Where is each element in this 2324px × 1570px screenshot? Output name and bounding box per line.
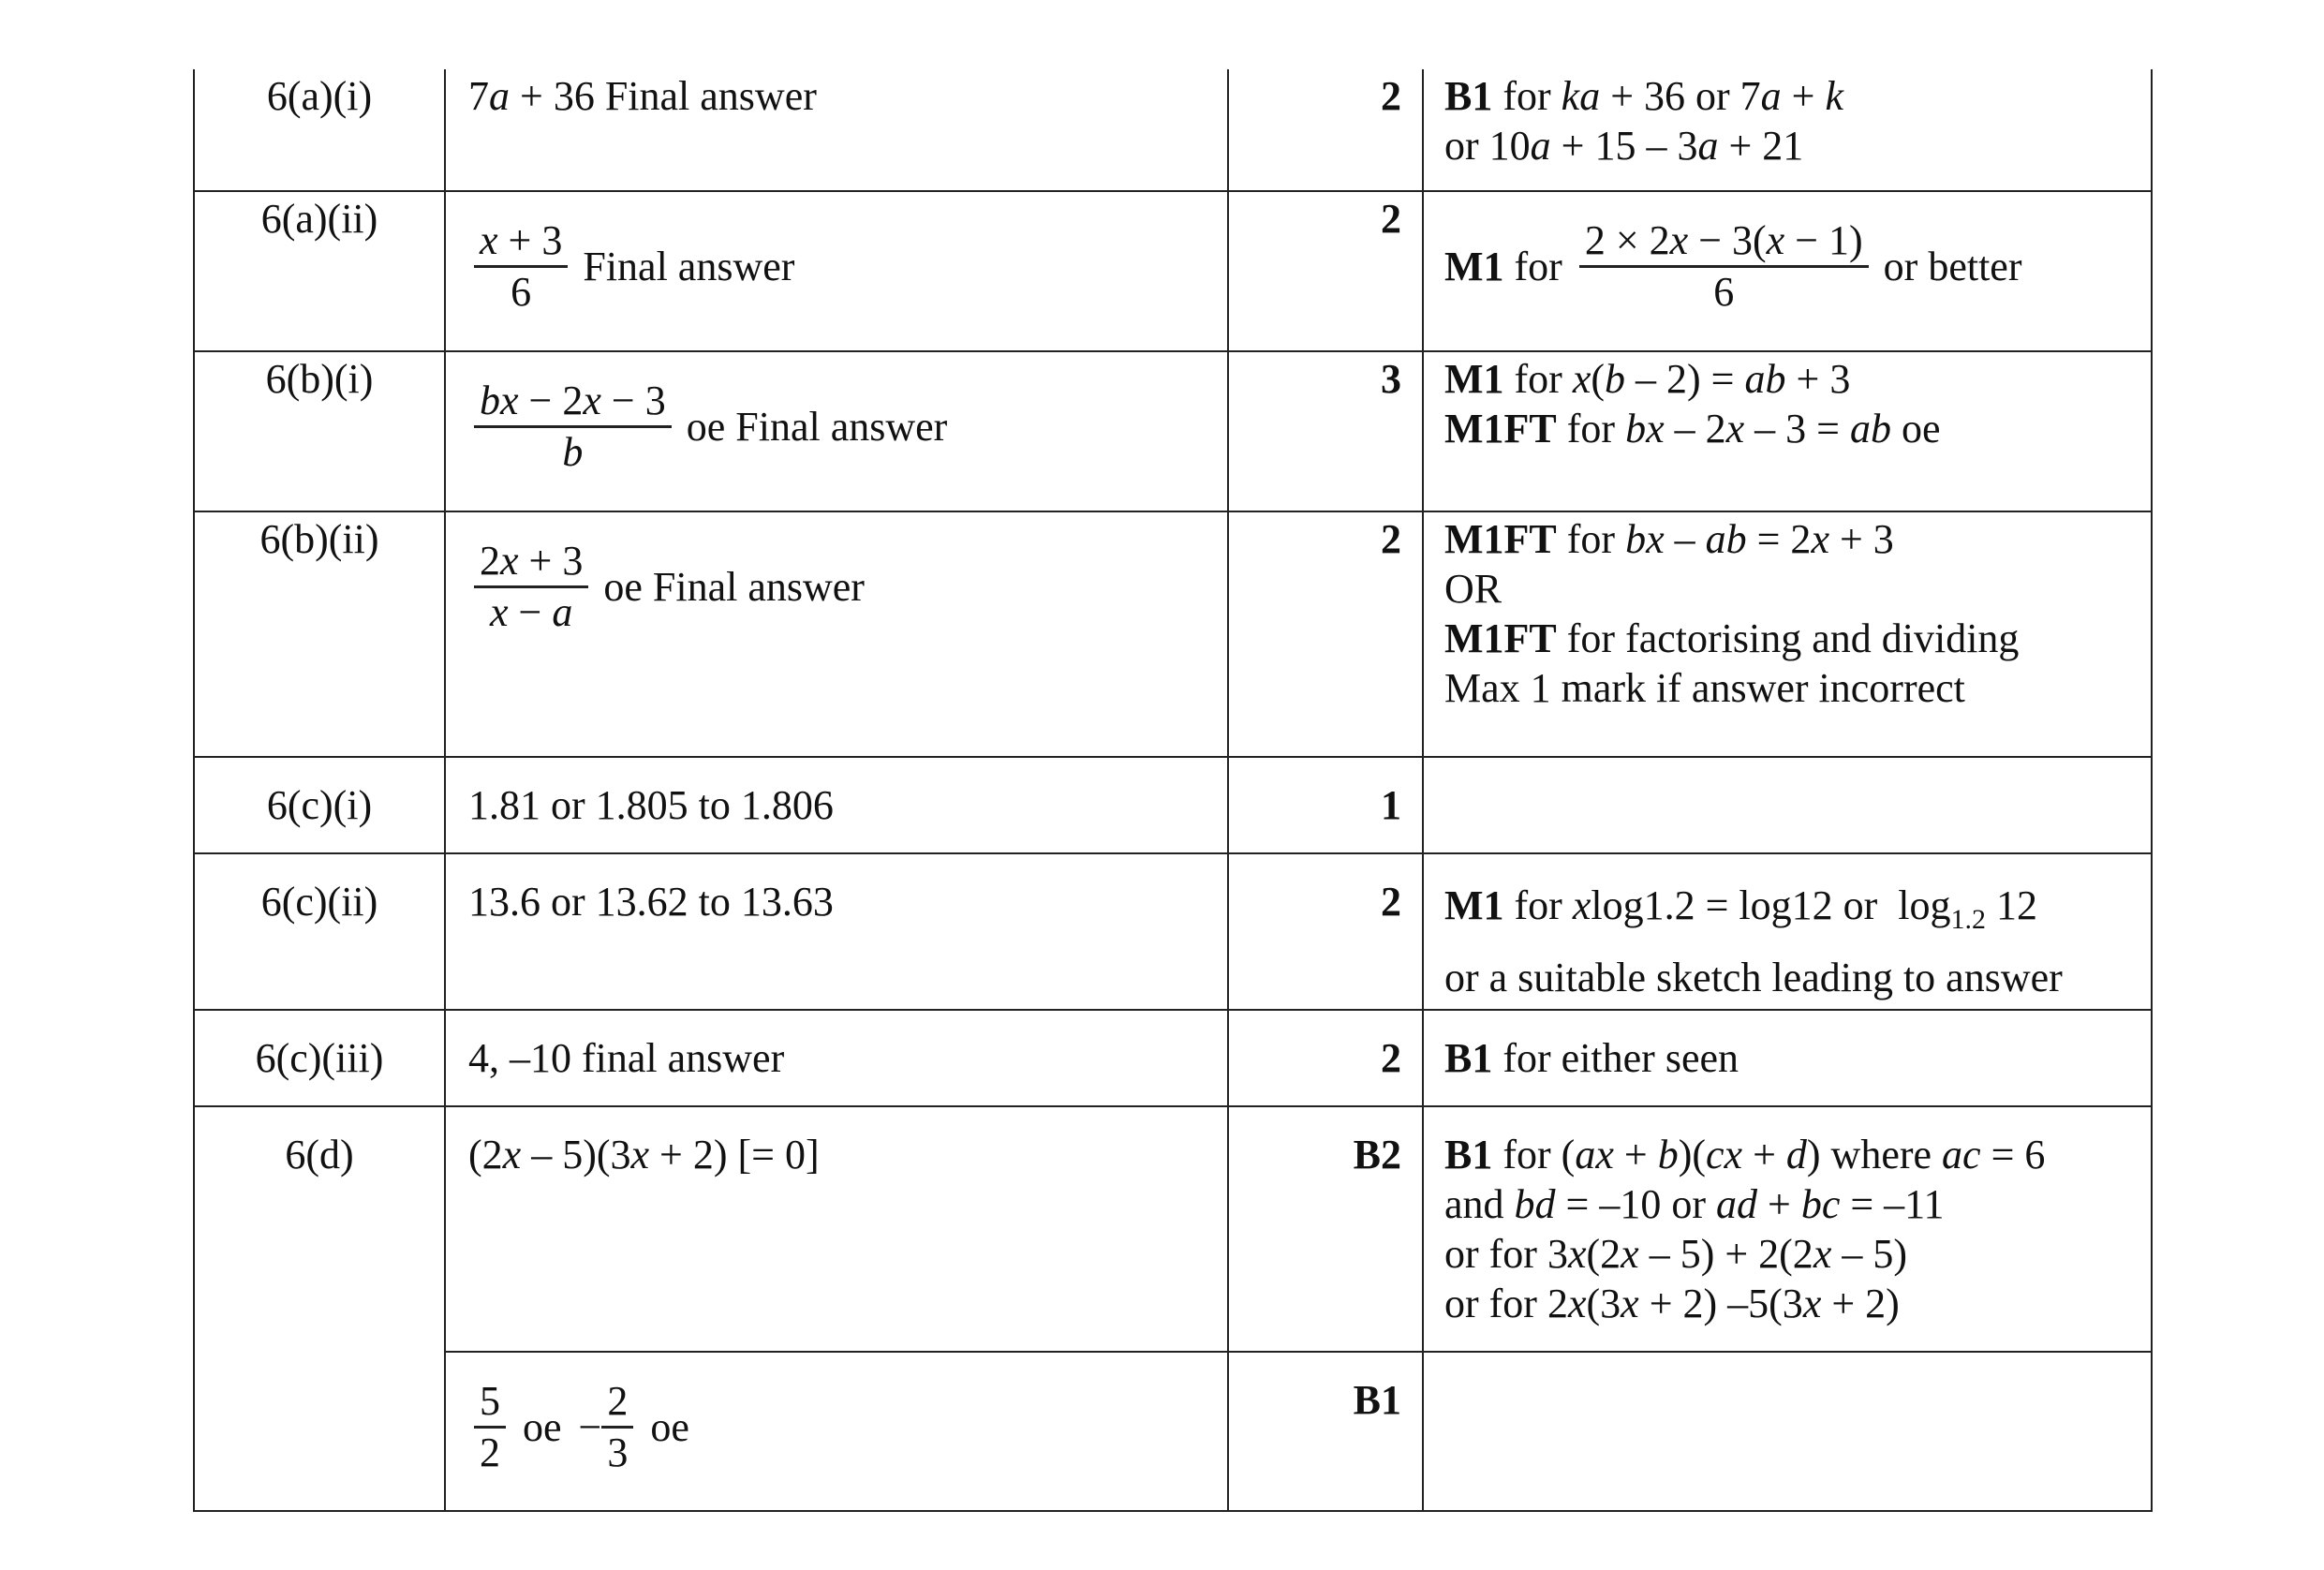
- mark-cell: 2: [1228, 1010, 1423, 1106]
- table-row: [194, 1010, 2152, 1106]
- answer-cell: (2x – 5)(3x + 2) [= 0]: [445, 1106, 1228, 1352]
- mark-cell: 3: [1228, 351, 1423, 511]
- question-cell: 6(a)(i): [194, 69, 445, 191]
- fraction: $\frac{bx - 2x - 3}{b}$: [474, 377, 672, 477]
- guidance-cell: B1 for ka + 36 or 7a + k or 10a + 15 – 3a + 21: [1423, 69, 2152, 191]
- answer-cell: $\frac{2x + 3}{x - a}$ oe Final answer: [445, 511, 1228, 757]
- mark-scheme-table: [193, 69, 2153, 1512]
- answer-cell: 13.6 or 13.62 to 13.63: [445, 853, 1228, 1010]
- answer-cell: 7a + 36 Final answer: [445, 69, 1228, 191]
- answer-cell: $\frac{5}{2}$ oe − $\frac{2}{3}$ oe: [445, 1352, 1228, 1511]
- mark-cell: B1: [1228, 1352, 1423, 1511]
- guidance-cell: B1 for either seen: [1423, 1010, 2152, 1106]
- guidance-cell: [1423, 757, 2152, 853]
- fraction: $\frac{2 \times 2x - 3(x - 1)}{6}$: [1579, 216, 1869, 317]
- table-row: [194, 511, 2152, 757]
- mark-cell: 2: [1228, 511, 1423, 757]
- mark-cell: B2: [1228, 1106, 1423, 1352]
- mark-cell: 1: [1228, 757, 1423, 853]
- fraction: $\frac{x + 3}{6}$: [474, 216, 568, 317]
- table-row: [194, 853, 2152, 1010]
- fraction: $\frac{2x + 3}{x - a}$: [474, 537, 588, 637]
- mark-cell: 2: [1228, 69, 1423, 191]
- guidance-cell: [1423, 1352, 2152, 1511]
- guidance-cell: M1FT for bx – ab = 2x + 3 OR M1FT for factorising and dividing Max 1 mark if answer incorrect: [1423, 511, 2152, 757]
- guidance-cell: B1 for (ax + b)(cx + d) where ac = 6 and bd = –10 or ad + bc = –11 or for 3x(2x – 5) + 2(2x – 5) or for 2x(3x + 2) –5(3x + 2): [1423, 1106, 2152, 1352]
- guidance-cell: M1 for xlog1.2 = log12 or $\log_{1.2} 12$ or a suitable sketch leading to answer: [1423, 853, 2152, 1010]
- question-cell: 6(a)(ii): [194, 191, 445, 351]
- table-row: [194, 69, 2152, 191]
- answer-cell: 1.81 or 1.805 to 1.806: [445, 757, 1228, 853]
- question-cell: 6(c)(iii): [194, 1010, 445, 1106]
- fraction: $\frac{5}{2}$: [474, 1377, 506, 1477]
- question-cell: 6(c)(i): [194, 757, 445, 853]
- answer-cell: 4, –10 final answer: [445, 1010, 1228, 1106]
- table-row: [194, 1106, 2152, 1352]
- guidance-cell: M1 for x(b – 2) = ab + 3 M1FT for bx – 2x – 3 = ab oe: [1423, 351, 2152, 511]
- table-row: [194, 191, 2152, 351]
- table-row: [194, 1352, 2152, 1511]
- mark-cell: 2: [1228, 191, 1423, 351]
- answer-cell: $\frac{x + 3}{6}$ Final answer: [445, 191, 1228, 351]
- table-row: [194, 757, 2152, 853]
- question-cell: 6(d): [194, 1106, 445, 1511]
- answer-cell: $\frac{bx - 2x - 3}{b}$ oe Final answer: [445, 351, 1228, 511]
- table-row: [194, 351, 2152, 511]
- question-cell: 6(b)(ii): [194, 511, 445, 757]
- guidance-cell: M1 for $\frac{2 \times 2x - 3(x - 1)}{6}$ or better: [1423, 191, 2152, 351]
- question-cell: 6(c)(ii): [194, 853, 445, 1010]
- fraction: $\frac{2}{3}$: [601, 1377, 633, 1477]
- mark-cell: 2: [1228, 853, 1423, 1010]
- question-cell: 6(b)(i): [194, 351, 445, 511]
